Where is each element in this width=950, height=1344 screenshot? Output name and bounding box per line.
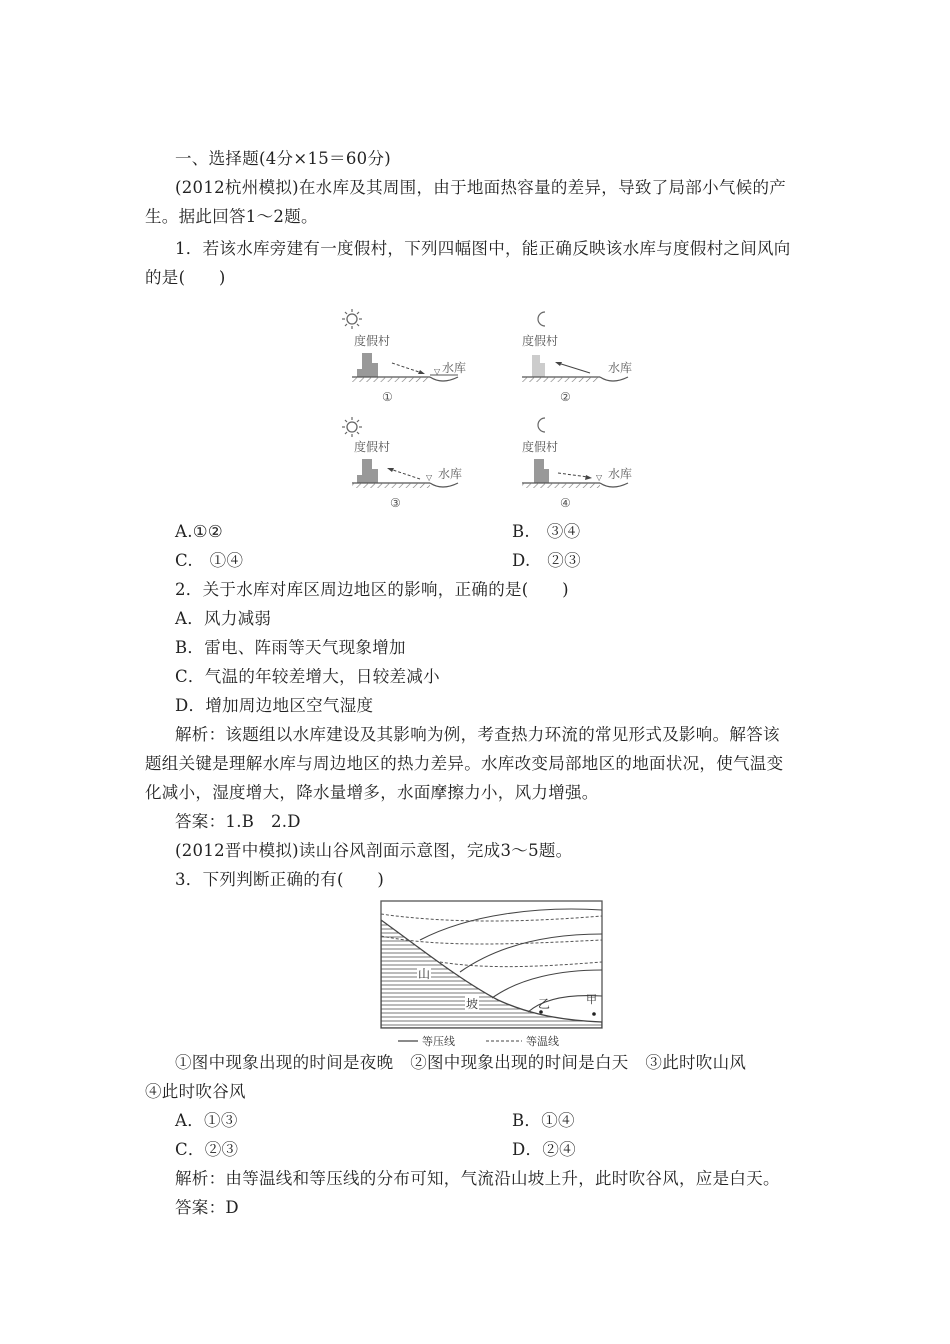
wind-arrow [392, 363, 422, 373]
sun-icon [342, 417, 362, 437]
analysis-2: 解析：由等温线和等压线的分布可知，气流沿山坡上升，此时吹谷风，应是白天。 [175, 1169, 780, 1188]
moon-icon [538, 312, 545, 326]
mountain-label: 山 [418, 967, 431, 981]
village-label: 度假村 [354, 440, 391, 454]
point-jia-dot [592, 1012, 596, 1016]
q1-figure [330, 305, 660, 515]
reservoir-label: 水库 [608, 361, 633, 375]
analysis-1-line1: 解析：该题组以水库建设及其影响为例，考查热力环流的常见形式及影响。解答该 [175, 725, 780, 744]
wind-arrow [558, 363, 590, 373]
legend-isobar-label: 等压线 [422, 1035, 455, 1048]
building [362, 353, 372, 377]
panel-3 [342, 417, 462, 510]
intro-2: (2012晋中模拟)读山谷风剖面示意图，完成3～5题。 [175, 841, 573, 860]
intro-1-line2: 生。据此回答1～2题。 [145, 207, 318, 226]
answer-1: 答案：1.B 2.D [175, 812, 301, 831]
panel-1 [342, 309, 466, 404]
q1-option-a: A.①② [175, 522, 223, 541]
answer-2: 答案：D [175, 1198, 239, 1217]
legend-isotherm-label: 等温线 [526, 1035, 559, 1048]
section-title: 一、选择题(4分×15＝60分) [175, 149, 391, 168]
point-jia-label: 甲 [586, 993, 597, 1006]
sun-icon [342, 309, 362, 329]
svg-text:▽: ▽ [596, 473, 603, 482]
q1-stem-line1: 1．若该水库旁建有一度假村，下列四幅图中，能正确反映该水库与度假村之间风向 [175, 239, 791, 258]
q3-option-d: D．②④ [512, 1140, 576, 1159]
q1-option-b: B. ③④ [512, 522, 581, 541]
q3-option-b: B．①④ [512, 1111, 575, 1130]
panel-number: ① [382, 390, 393, 404]
q2-option-b: B．雷电、阵雨等天气现象增加 [175, 638, 406, 657]
reservoir-label: 水库 [608, 467, 633, 481]
wind-arrow [390, 469, 420, 479]
reservoir-label: 水库 [442, 361, 467, 375]
reservoir-label: 水库 [438, 467, 463, 481]
svg-text:▽: ▽ [426, 473, 433, 482]
q1-option-d: D. ②③ [512, 551, 581, 570]
q2-option-d: D．增加周边地区空气湿度 [175, 696, 374, 715]
q2-option-a: A．风力减弱 [175, 609, 272, 628]
q1-option-c: C. ①④ [175, 551, 244, 570]
analysis-1-line3: 化减小，湿度增大，降水量增多，水面摩擦力小，风力增强。 [145, 783, 599, 802]
q3-statements-line2: ④此时吹谷风 [145, 1082, 246, 1101]
q3-option-c: C．②③ [175, 1140, 239, 1159]
analysis-1-line2: 题组关键是理解水库与周边地区的热力差异。水库改变局部地区的地面状况，使气温变 [145, 754, 784, 773]
q2-stem: 2．关于水库对库区周边地区的影响，正确的是( ) [175, 580, 569, 599]
svg-text:▽: ▽ [434, 367, 441, 376]
q3-stem: 3．下列判断正确的有( ) [175, 870, 385, 889]
q1-stem-line2: 的是( ) [145, 268, 226, 287]
intro-1-line1: (2012杭州模拟)在水库及其周围，由于地面热容量的差异，导致了局部小气候的产 [175, 178, 787, 197]
village-label: 度假村 [522, 440, 559, 454]
panel-2 [522, 312, 632, 404]
q3-option-a: A．①③ [175, 1111, 238, 1130]
village-label: 度假村 [522, 334, 559, 348]
panel-4 [522, 418, 632, 510]
q3-figure [380, 900, 604, 1048]
point-yi-label: 乙 [538, 997, 551, 1011]
panel-number: ④ [560, 496, 571, 510]
panel-number: ③ [390, 496, 401, 510]
moon-icon [538, 418, 545, 432]
wind-arrow [558, 473, 588, 477]
village-label: 度假村 [354, 334, 391, 348]
q2-option-c: C．气温的年较差增大，日较差减小 [175, 667, 440, 686]
panel-number: ② [560, 390, 571, 404]
q3-statements-line1: ①图中现象出现的时间是夜晚 ②图中现象出现的时间是白天 ③此时吹山风 [175, 1053, 747, 1072]
slope-label: 坡 [466, 997, 479, 1011]
